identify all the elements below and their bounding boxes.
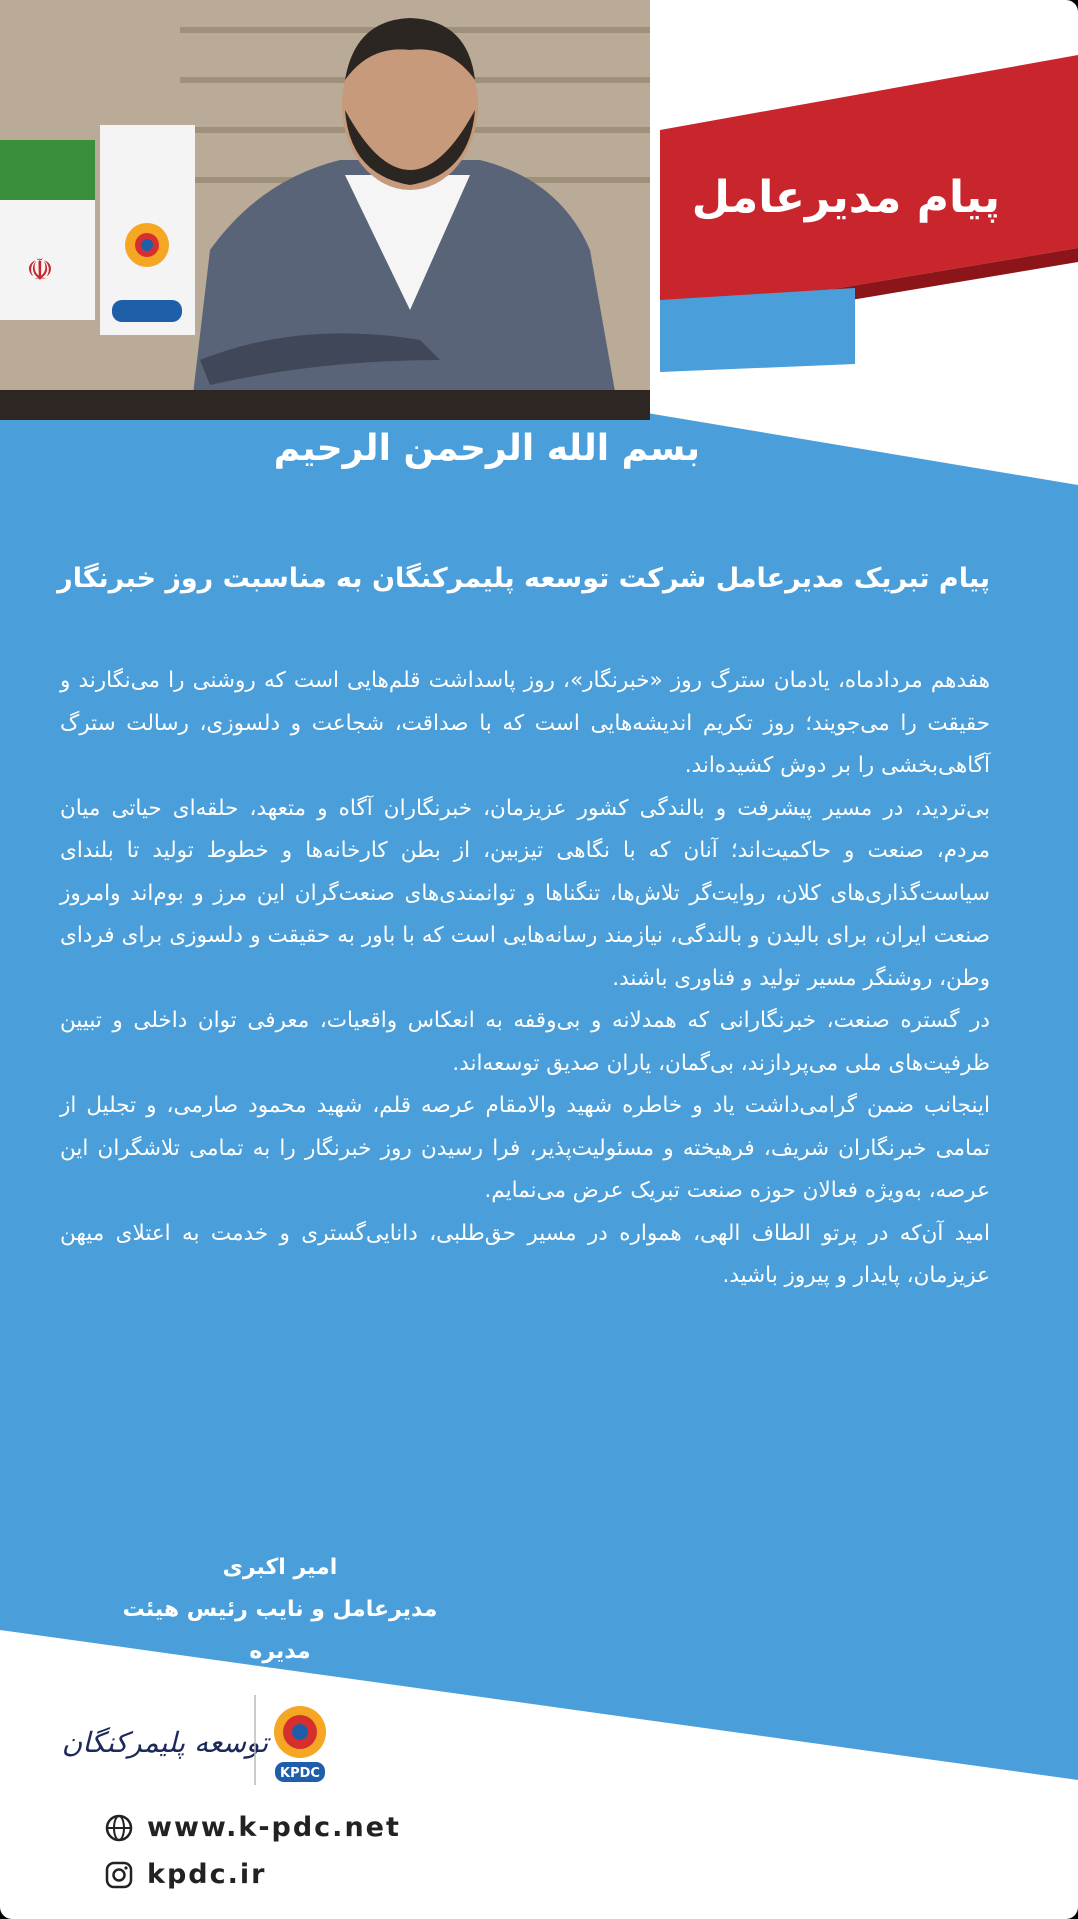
paragraph: اینجانب ضمن گرامی‌داشت یاد و خاطره شهید والامقام عرصه قلم، شهید محمود صارمی، و تجلیل از تمامی خبرنگاران شریف، فرهیخته و مسئولیت‌پذیر، فرا رسیدن روز خبرنگار را به تمامی تلاشگران این عرصه، به‌ویژه فعالان حوزه صنعت تبریک عرض می‌نمایم.	[60, 1093, 990, 1203]
brand-script: توسعه پلیمرکنگان	[61, 1726, 269, 1759]
ceo-photo	[0, 0, 650, 420]
website-link[interactable]: www.k-pdc.net	[147, 1812, 401, 1843]
header-title: پیام مدیرعامل	[691, 172, 1000, 223]
headline: پیام تبریک مدیرعامل شرکت توسعه پلیمرکنگان به مناسبت روز خبرنگار	[57, 563, 990, 594]
signature-title: مدیرعامل و نایب رئیس هیئت مدیره	[122, 1597, 438, 1664]
kpdc-logo-icon	[274, 1706, 326, 1758]
instagram-row[interactable]	[105, 1859, 266, 1890]
svg-text:☫: ☫	[26, 253, 54, 288]
svg-text:KPDC: KPDC	[280, 1766, 320, 1781]
globe-icon	[105, 1814, 133, 1842]
blue-tab	[660, 288, 855, 372]
signature-name: امیر اکبری	[222, 1555, 338, 1580]
paragraph: بی‌تردید، در مسیر پیشرفت و بالندگی کشور عزیزمان، خبرنگاران آگاه و متعهد، حلقه‌ای حیاتی میان مردم، صنعت و حاکمیت‌اند؛ آنان که با نگاهی تیزبین، از بطن کارخانه‌ها و خطوط تولید تا بلندای سیاست‌گذاری‌های کلان، روایت‌گر تلاش‌ها، تنگناها و توانمندی‌های صنعت‌گران این مرز و بوم‌اند وامروز صنعت ایران، برای بالیدن و بالندگی، نیازمند رسانه‌هایی است که با باور به حقیقت و دلسوزی برای فردای وطن، روشنگر مسیر تولید و فناوری باشند.	[60, 795, 990, 991]
paragraph: هفدهم مردادماه، یادمان سترگ روز «خبرنگار»، روز پاسداشت قلم‌هایی است که روشنی را می‌نگارند و حقیقت را می‌جویند؛ روز تکریم اندیشه‌هایی است که با صداقت، شجاعت و دلسوزی، رسالت سترگ آگاهی‌بخشی را بر دوش کشیده‌اند.	[60, 668, 990, 778]
instagram-link[interactable]: kpdc.ir	[147, 1859, 267, 1890]
paragraph: در گستره صنعت، خبرنگارانی که همدلانه و بی‌وقفه به انعکاس واقعیات، معرفی توان داخلی و تبیین ظرفیت‌های ملی می‌پردازند، بی‌گمان، یاران صدیق توسعه‌اند.	[60, 1008, 990, 1076]
footer-logo	[61, 1690, 340, 1794]
website-row[interactable]	[105, 1812, 401, 1843]
paragraph: امید آن‌که در پرتو الطاف الهی، همواره در مسیر حق‌طلبی، دانایی‌گستری و خدمت به اعتلای میهن عزیزمان، پایدار و پیروز باشید.	[60, 1220, 990, 1288]
basmala: بسم الله الرحمن الرحیم	[273, 428, 700, 469]
instagram-icon	[105, 1861, 133, 1889]
message-body	[60, 660, 990, 1298]
signature	[90, 1547, 470, 1673]
